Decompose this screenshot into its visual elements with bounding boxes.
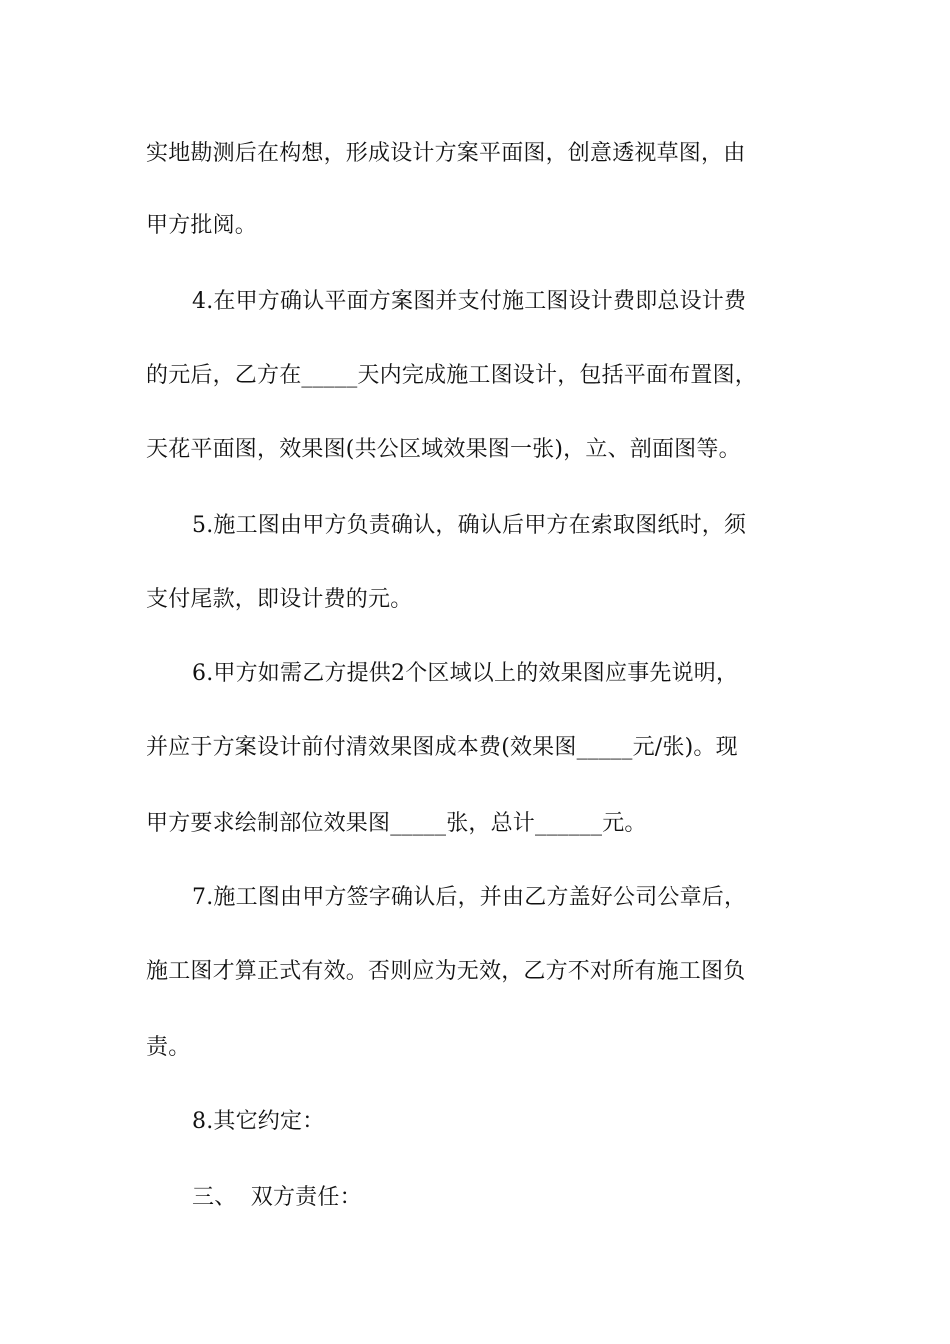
section-heading: 三、 双方责任： [192, 1185, 362, 1210]
paragraph-line: 甲方批阅。 [146, 213, 258, 238]
paragraph-line: 实地勘测后在构想，形成设计方案平面图，创意透视草图，由 [146, 141, 746, 166]
paragraph-line: 责。 [146, 1035, 191, 1060]
clause-4-line: 4.在甲方确认平面方案图并支付施工图设计费即总设计费 [192, 289, 747, 314]
paragraph-line: 施工图才算正式有效。否则应为无效，乙方不对所有施工图负 [146, 959, 746, 984]
clause-8-line: 8.其它约定： [192, 1109, 325, 1134]
clause-6-line: 6.甲方如需乙方提供2个区域以上的效果图应事先说明， [192, 661, 739, 686]
paragraph-line: 天花平面图，效果图(共公区域效果图一张)，立、剖面图等。 [146, 437, 741, 462]
paragraph-line: 的元后，乙方在_____天内完成施工图设计，包括平面布置图， [146, 363, 758, 388]
paragraph-line: 甲方要求绘制部位效果图_____张，总计______元。 [146, 811, 647, 836]
clause-7-line: 7.施工图由甲方签字确认后，并由乙方盖好公司公章后， [192, 885, 747, 910]
paragraph-line: 并应于方案设计前付清效果图成本费(效果图_____元/张)。现 [146, 735, 738, 760]
paragraph-line: 支付尾款，即设计费的元。 [146, 587, 413, 612]
clause-5-line: 5.施工图由甲方负责确认，确认后甲方在索取图纸时，须 [192, 513, 747, 538]
